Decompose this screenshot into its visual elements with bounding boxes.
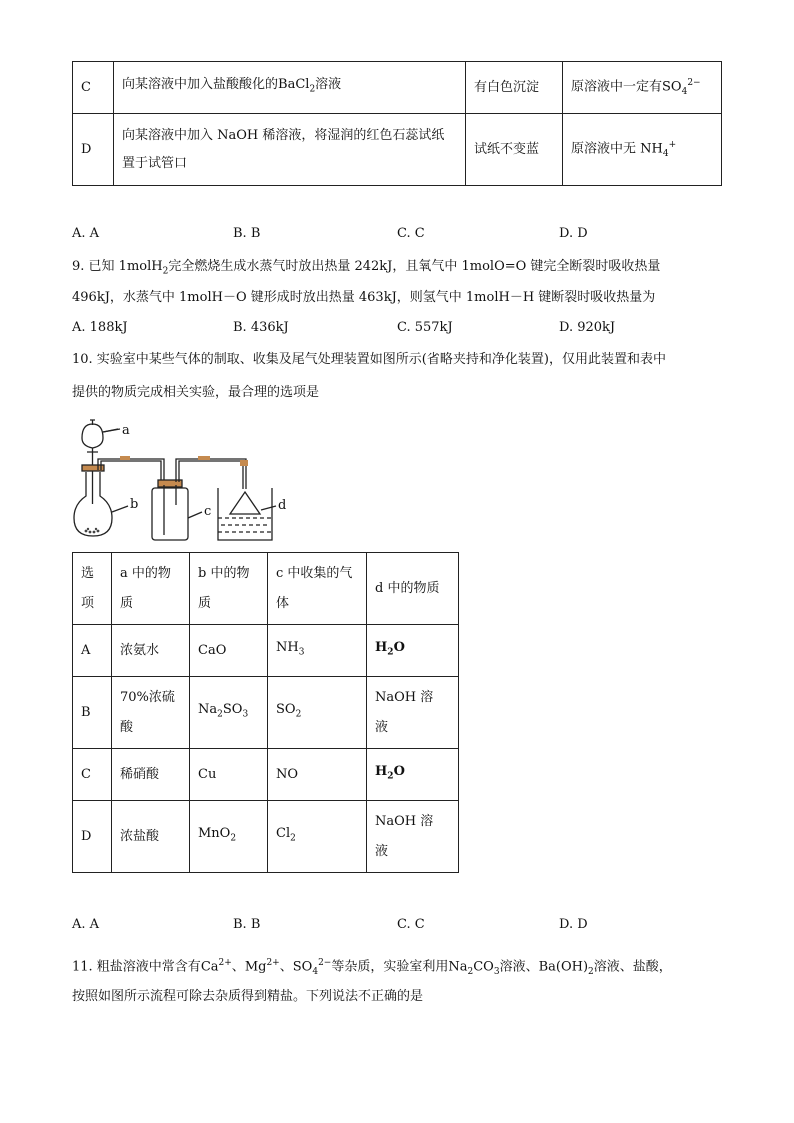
label-a: a xyxy=(122,423,130,438)
table-row xyxy=(73,749,459,801)
cell-a: 浓盐酸 xyxy=(112,801,190,873)
cell-a: 浓氨水 xyxy=(112,625,190,677)
q11-line2: 按照如图所示流程可除去杂质得到精盐。下列说法不正确的是 xyxy=(72,989,424,1004)
option-d: D. 920kJ xyxy=(559,320,616,335)
cell-c: $SO_2$ xyxy=(268,677,367,749)
header-c: c 中收集的气 体 xyxy=(268,553,367,625)
option-d: D. D xyxy=(559,226,588,241)
cell-option: D xyxy=(73,801,112,873)
q10-table xyxy=(72,552,459,873)
q9-options xyxy=(72,320,732,338)
gas-bottle xyxy=(152,488,188,540)
cell-b: Cu xyxy=(190,749,268,801)
label-b: b xyxy=(130,497,139,512)
cell-a: 70%浓硫 酸 xyxy=(112,677,190,749)
label-d: d xyxy=(278,498,287,513)
table-row xyxy=(73,801,459,873)
table-row xyxy=(73,114,722,186)
row-label: C xyxy=(73,62,114,114)
label-c: c xyxy=(204,504,212,519)
option-b: B. B xyxy=(233,226,261,241)
separatory-funnel xyxy=(82,420,103,448)
cell-b: CaO xyxy=(190,625,268,677)
apparatus-diagram xyxy=(68,412,298,548)
header-option: 选 项 xyxy=(73,553,112,625)
table-header-row xyxy=(73,553,459,625)
option-a: A. A xyxy=(72,226,100,241)
cell-option: A xyxy=(73,625,112,677)
phenomenon-cell: 有白色沉淀 xyxy=(466,62,563,114)
option-c: C. C xyxy=(397,226,425,241)
q10-line1: 10. 实验室中某些气体的制取、收集及尾气处理装置如图所示(省略夹持和净化装置)，仅用此装置和表中 xyxy=(72,352,666,367)
table-options-cd xyxy=(72,61,722,186)
option-c: C. C xyxy=(397,917,425,932)
option-c: C. 557kJ xyxy=(397,320,453,335)
q8-options xyxy=(72,226,732,244)
q9-line2: 496kJ，水蒸气中 1molH－O 键形成时放出热量 463kJ，则氢气中 1molH－H 键断裂时吸收热量为 xyxy=(72,290,656,305)
table-row xyxy=(73,677,459,749)
header-b: b 中的物 质 xyxy=(190,553,268,625)
cell-c: $NH_3$ xyxy=(268,625,367,677)
option-a: A. 188kJ xyxy=(72,320,128,335)
table-row xyxy=(73,625,459,677)
option-a: A. A xyxy=(72,917,100,932)
conclusion-cell: 原溶液中无 $NH_4^+$ xyxy=(563,114,722,186)
cell-b: $Na_2SO_3$ xyxy=(190,677,268,749)
q10-line2: 提供的物质完成相关实验，最合理的选项是 xyxy=(72,385,320,400)
cell-option: C xyxy=(73,749,112,801)
phenomenon-cell: 试纸不变蓝 xyxy=(466,114,563,186)
cell-b: MnO$_2$ xyxy=(190,801,268,873)
option-d: D. D xyxy=(559,917,588,932)
header-d: d 中的物质 xyxy=(367,553,459,625)
option-b: B. 436kJ xyxy=(233,320,289,335)
conclusion-cell: 原溶液中一定有$SO_4^{2-}$ xyxy=(563,62,722,114)
cell-d: $H_2O$ xyxy=(367,749,459,801)
q9-line1: 9. 已知 1molH$_2$完全燃烧生成水蒸气时放出热量 242kJ，且氧气中 1molO=O 键完全断裂时吸收热量 xyxy=(72,259,661,277)
cell-a: 稀硝酸 xyxy=(112,749,190,801)
header-a: a 中的物 质 xyxy=(112,553,190,625)
cell-c: $Cl_2$ xyxy=(268,801,367,873)
operation-cell: 向某溶液中加入 NaOH 稀溶液，将湿润的红色石蕊试纸 置于试管口 xyxy=(114,114,466,186)
q11-line1: 11. 粗盐溶液中常含有$Ca^{2+}$、$Mg^{2+}$、$SO_4^{2-}$等杂质，实验室利用$Na_2CO_3$溶液、$Ba(OH)_2$溶液、盐酸， xyxy=(72,958,672,977)
cell-d: $H_2O$ xyxy=(367,625,459,677)
row-label: D xyxy=(73,114,114,186)
q10-options xyxy=(72,917,732,935)
operation-cell: 向某溶液中加入盐酸酸化的BaCl$_2$溶液 xyxy=(114,62,466,114)
cell-option: B xyxy=(73,677,112,749)
option-b: B. B xyxy=(233,917,261,932)
cell-c: NO xyxy=(268,749,367,801)
table-row xyxy=(73,62,722,114)
cell-d: NaOH 溶 液 xyxy=(367,801,459,873)
cell-d: NaOH 溶 液 xyxy=(367,677,459,749)
